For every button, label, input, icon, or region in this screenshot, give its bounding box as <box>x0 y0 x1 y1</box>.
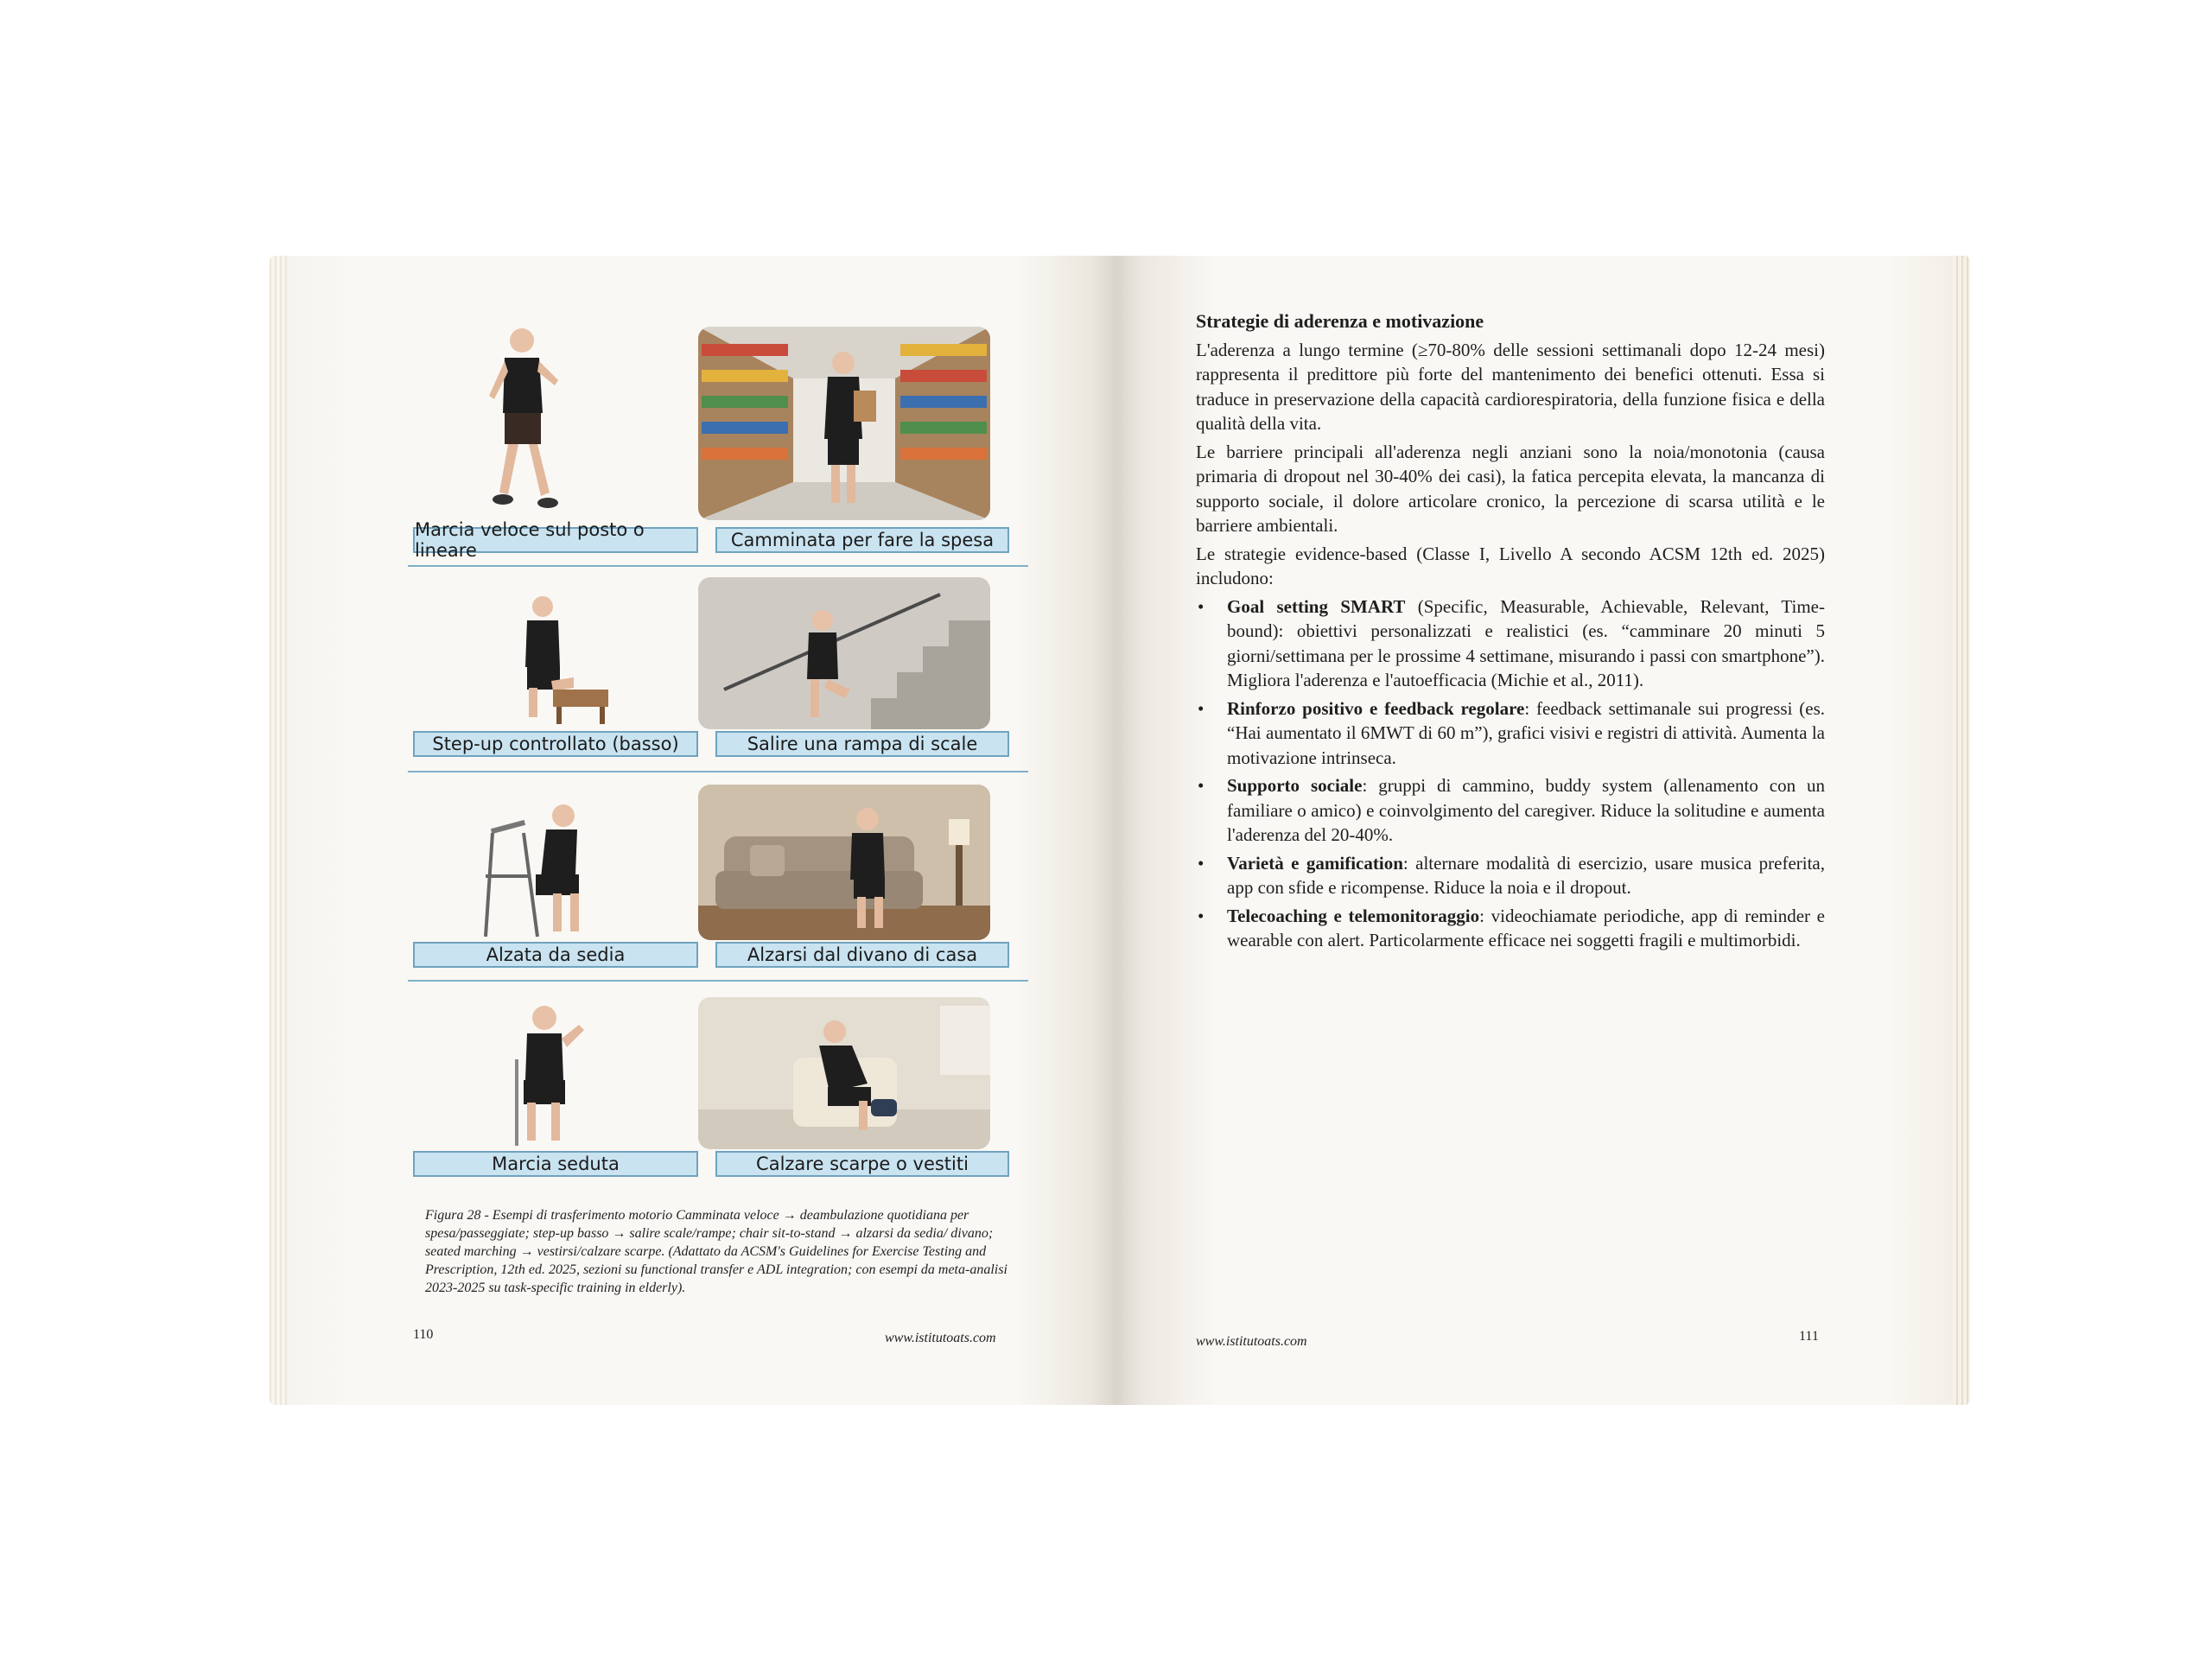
row-separator <box>408 565 1028 567</box>
strategy-list <box>1196 594 1825 953</box>
caption-brisk-march-text: Marcia veloce sul posto o lineare <box>415 519 645 561</box>
row-separator <box>408 771 1028 772</box>
paragraph: L'aderenza a lungo termine (≥70-80% delle sessioni settimanali dopo 12-24 mesi) rappresenta il predittore più forte del mantenimento dei benefici ottenuti. Essa si traduce in preservazione della capacità cardiorespiratoria, della funzione fisica e della qualità della vita. <box>1196 339 1825 434</box>
caption-seated-march-text: Marcia seduta <box>492 1154 620 1174</box>
exercise-photo-step-up <box>491 594 620 726</box>
list-item <box>1196 904 1825 953</box>
caption-dressing-text: Calzare scarpe o vestiti <box>756 1154 969 1174</box>
paragraph: Le barriere principali all'aderenza negli anziani sono la noia/monotonia (causa primaria di dropout nel 30-40% dei casi), la fatica percepita elevata, la mancanza di supporto sociale, il dolore articolare cronico, la percezione di scarsa utilità e le barriere ambientali. <box>1196 441 1825 536</box>
right-page <box>1116 256 1953 1405</box>
page-number-right: 111 <box>1799 1329 1819 1344</box>
list-item-text: : feedback settimanale sui progressi (es. “Hai aumentato il 6MWT di 60 m”), grafici visivi e registri di attività. Aumenta la motivazione intrinseca. <box>1227 697 1825 768</box>
list-item-text: : alternare modalità di esercizio, usare musica preferita, app con sfide e ricompense. Riduce la noia e il dropout. <box>1227 852 1825 898</box>
exercise-photo-dressing <box>698 997 990 1149</box>
caption-stairs <box>715 731 1009 757</box>
caption-seated-march <box>413 1151 698 1177</box>
page-number-left: 110 <box>413 1327 434 1342</box>
list-item-title: Varietà e gamification <box>1227 852 1403 874</box>
exercise-photo-stairs <box>698 577 990 729</box>
list-item-title: Goal setting SMART <box>1227 595 1406 617</box>
caption-step-up <box>413 731 698 757</box>
figure-caption: Figura 28 - Esempi di trasferimento motorio Camminata veloce → deambulazione quotidiana per spesa/passeggiate; step-up basso → salire scale/rampe; chair sit-to-stand → alzarsi da sedia/ divano; seated marching → vestirsi/calzare scarpe. (Adattato da ACSM's Guidelines for Exercise Testing and Prescription, 12th ed. 2025, sezioni su functional transfer e ADL integration; con esempi da meta-analisi 2023-2025 su task-specific training in elderly). <box>425 1208 1007 1295</box>
caption-chair-stand-text: Alzata da sedia <box>486 944 626 965</box>
list-item-text: (Specific, Measurable, Achievable, Relevant, Time-bound): obiettivi personalizzati e realistici (es. “camminare 20 minuti 5 giorni/settimana per le prossime 4 settimane, misurando i passi con smartphone”). Migliora l'aderenza e l'autoefficacia (Michie et al., 2011). <box>1227 595 1825 690</box>
list-item <box>1196 696 1825 771</box>
caption-stairs-text: Salire una rampa di scale <box>747 734 978 754</box>
left-page <box>287 256 1116 1405</box>
website-left: www.istitutoats.com <box>885 1331 996 1345</box>
caption-dressing <box>715 1151 1009 1177</box>
list-item-title: Rinforzo positivo e feedback regolare <box>1227 697 1525 719</box>
website-right: www.istitutoats.com <box>1196 1334 1307 1349</box>
caption-step-up-text: Step-up controllato (basso) <box>432 734 679 754</box>
list-item <box>1196 851 1825 900</box>
exercise-photo-chair-stand <box>474 798 612 942</box>
open-book <box>270 256 1970 1405</box>
caption-grocery-walk-text: Camminata per fare la spesa <box>730 530 995 550</box>
exercise-photo-grocery-walk <box>698 327 990 520</box>
exercise-photo-brisk-march <box>451 323 589 522</box>
list-item-title: Telecoaching e telemonitoraggio <box>1227 905 1480 926</box>
caption-brisk-march <box>413 519 698 561</box>
exercise-photo-seated-march <box>482 999 612 1151</box>
paragraph: Le strategie evidence-based (Classe I, Livello A secondo ACSM 12th ed. 2025) includono: <box>1196 543 1825 588</box>
row-separator <box>408 980 1028 982</box>
list-item-title: Supporto sociale <box>1227 775 1363 796</box>
list-item <box>1196 594 1825 693</box>
section-heading: Strategie di aderenza e motivazione <box>1196 310 1484 332</box>
list-item-text: : gruppi di cammino, buddy system (allenamento con un familiare o amico) e coinvolgimento del caregiver. Riduce la solitudine e aumenta l'aderenza del 20-40%. <box>1227 775 1825 845</box>
right-page-body <box>1196 309 1825 957</box>
caption-grocery-walk <box>715 527 1009 553</box>
caption-chair-stand <box>413 942 698 968</box>
list-item-text: : videochiamate periodiche, app di reminder e wearable con alert. Particolarmente efficace nei soggetti fragili e multimorbidi. <box>1227 905 1825 950</box>
caption-sofa-stand <box>715 942 1009 968</box>
caption-sofa-stand-text: Alzarsi dal divano di casa <box>747 944 978 965</box>
list-item <box>1196 773 1825 848</box>
exercise-photo-sofa-stand <box>698 785 990 940</box>
